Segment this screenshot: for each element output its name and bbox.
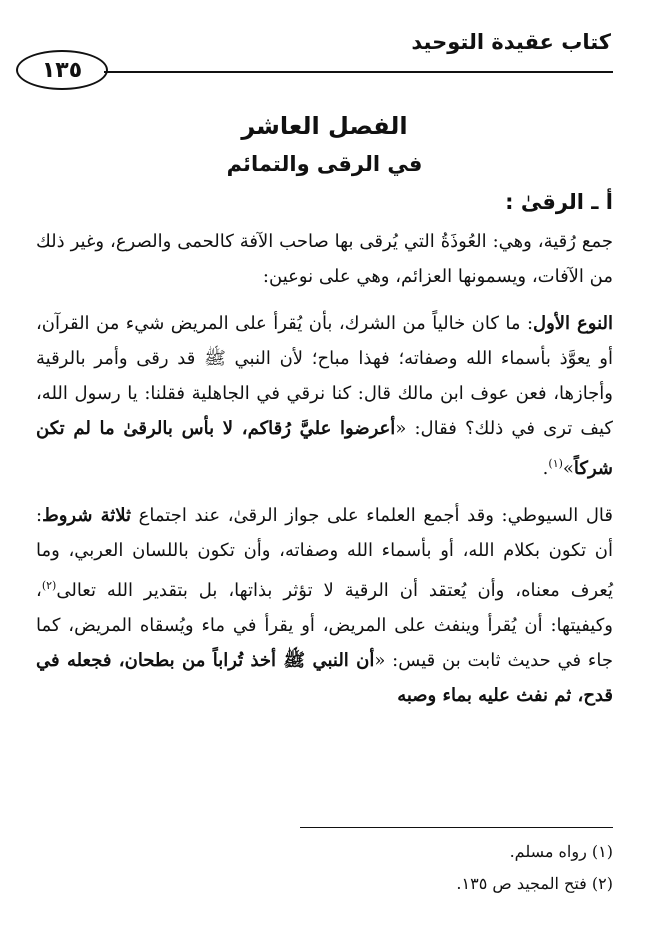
footnote-divider (300, 827, 613, 828)
footnotes (36, 836, 613, 900)
paragraph-definition (36, 224, 613, 294)
section-heading: أ ـ الرقىٰ : (505, 190, 613, 214)
paragraph-conditions (36, 498, 613, 713)
chapter-title: الفصل العاشر (241, 112, 408, 140)
book-title: كتاب عقيدة التوحيد (411, 30, 611, 54)
paragraph-text: جمع رُقية، وهي: العُوذَةُ التي يُرقى بها صاحب الآفة كالحمى والصرع، وغير ذلك من الآفات، ويسمونها العزائم، وهي على نوعين: (36, 231, 613, 287)
hadith-quote: أن النبي ﷺ أخذ تُراباً من بطحان، فجعله في قدح، ثم نفث عليه بماء وصبه (36, 650, 613, 706)
page-number: ١٣٥ (16, 50, 108, 90)
footnote-1: (١) رواه مسلم. (509, 842, 613, 861)
header-rule (104, 71, 613, 73)
paragraph-text: قال السيوطي: وقد أجمع العلماء على جواز الرقىٰ، عند اجتماع (131, 505, 614, 526)
footnote-ref-1: (١) (548, 457, 563, 470)
paragraph-text: : أن تكون بكلام الله، أو بأسماء الله وصفاته، وأن تكون باللسان العربي، وما يُعرف معناه، وأن يُعتقد أن الرقية لا تؤثر بذاتها، بل بتقدير الله تعالى (36, 505, 613, 601)
paragraph-text: : ما كان خالياً من الشرك، بأن يُقرأ على المريض شيء من القرآن، أو يعوَّذ بأسماء الله وصفاته؛ فهذا مباح؛ لأن النبي ﷺ قد رقى وأمر بالرقية وأجازها، فعن عوف ابن مالك قال: كنا نرقي في الجاهلية فقلنا: يا رسول الله، كيف ترى في ذلك؟ فقال: « (36, 313, 614, 439)
paragraph-text: ، وكيفيتها: أن يُقرأ وينفث على المريض، أو يقرأ في ماء ويُسقاه المريض، كما جاء في حديث ثابت بن قيس: « (36, 580, 613, 671)
hadith-quote: أعرضوا عليَّ رُقاكم، لا بأس بالرقىٰ ما لم تكن شركاً (36, 418, 613, 479)
page-body (36, 108, 613, 725)
first-type-label: النوع الأول (533, 313, 613, 334)
paragraph-end: . (542, 458, 549, 479)
paragraph-first-type (36, 306, 613, 486)
quote-close: » (562, 458, 574, 479)
conditions-label: ثلاثة شروط (42, 505, 132, 526)
footnote-ref-2: (٢) (41, 579, 57, 592)
chapter-subtitle: في الرقى والتمائم (226, 152, 423, 176)
footnote-2: (٢) فتح المجيد ص ١٣٥. (456, 874, 613, 893)
page-header (0, 0, 649, 100)
